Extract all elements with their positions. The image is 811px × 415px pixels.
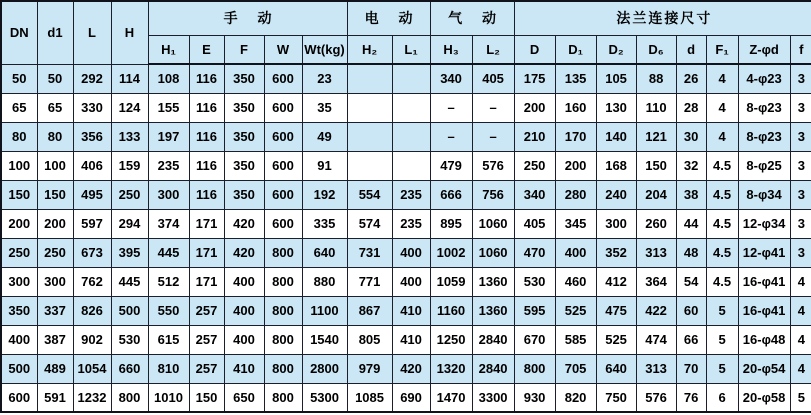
- table-cell: 495: [73, 180, 111, 209]
- table-cell: 116: [189, 180, 224, 209]
- table-cell: 489: [37, 354, 73, 383]
- table-cell: 2840: [472, 325, 514, 354]
- table-cell: 762: [73, 267, 111, 296]
- table-cell: 800: [111, 383, 148, 412]
- table-cell: 3: [790, 151, 811, 180]
- table-cell: 8-φ25: [738, 151, 790, 180]
- table-cell: 445: [148, 238, 189, 267]
- table-cell: 300: [37, 267, 73, 296]
- table-cell: 66: [676, 325, 706, 354]
- table-cell: 895: [430, 209, 472, 238]
- table-cell: 70: [676, 354, 706, 383]
- header-cell: 电 动: [347, 1, 430, 35]
- table-cell: 800: [264, 325, 302, 354]
- table-cell: 3: [790, 209, 811, 238]
- table-cell: 50: [37, 64, 73, 93]
- table-cell: 250: [111, 180, 148, 209]
- table-cell: 810: [148, 354, 189, 383]
- table-cell: 1360: [472, 267, 514, 296]
- table-row: [1, 325, 811, 354]
- table-cell: 1470: [430, 383, 472, 412]
- table-cell: 387: [37, 325, 73, 354]
- table-cell: 512: [148, 267, 189, 296]
- table-cell: 159: [111, 151, 148, 180]
- table-cell: 1010: [148, 383, 189, 412]
- table-cell: 600: [264, 122, 302, 151]
- table-cell: 4-φ23: [738, 64, 790, 93]
- table-row: [1, 122, 811, 151]
- table-cell: 615: [148, 325, 189, 354]
- table-cell: 35: [302, 93, 347, 122]
- table-cell: 23: [302, 64, 347, 93]
- table-cell: 91: [302, 151, 347, 180]
- subheader-cell: Wt(kg): [302, 35, 347, 64]
- table-cell: 1540: [302, 325, 347, 354]
- table-cell: 595: [514, 296, 555, 325]
- table-cell: 300: [1, 267, 37, 296]
- subheader-cell: H₂: [347, 35, 392, 64]
- table-cell: 4: [790, 267, 811, 296]
- table-row: [1, 354, 811, 383]
- table-cell: [347, 151, 392, 180]
- table-cell: 250: [1, 238, 37, 267]
- table-cell: 116: [189, 64, 224, 93]
- table-cell: 1360: [472, 296, 514, 325]
- table-cell: 32: [676, 151, 706, 180]
- table-cell: 48: [676, 238, 706, 267]
- table-cell: 155: [148, 93, 189, 122]
- table-cell: 12-φ34: [738, 209, 790, 238]
- table-cell: 771: [347, 267, 392, 296]
- table-cell: 49: [302, 122, 347, 151]
- subheader-cell: W: [264, 35, 302, 64]
- table-cell: –: [472, 93, 514, 122]
- header-group-row: [1, 1, 811, 35]
- table-cell: 826: [73, 296, 111, 325]
- table-cell: [392, 151, 430, 180]
- table-cell: 410: [392, 296, 430, 325]
- table-cell: 867: [347, 296, 392, 325]
- table-cell: 1060: [472, 238, 514, 267]
- table-cell: 364: [636, 267, 676, 296]
- table-cell: 88: [636, 64, 676, 93]
- table-cell: 2800: [302, 354, 347, 383]
- table-cell: 50: [1, 64, 37, 93]
- table-cell: 350: [224, 151, 264, 180]
- table-cell: 8-φ23: [738, 122, 790, 151]
- table-row: [1, 209, 811, 238]
- table-row: [1, 383, 811, 412]
- table-cell: 420: [224, 238, 264, 267]
- table-cell: 44: [676, 209, 706, 238]
- table-cell: 171: [189, 238, 224, 267]
- table-cell: 479: [430, 151, 472, 180]
- subheader-cell: L₂: [472, 35, 514, 64]
- table-cell: 300: [596, 209, 636, 238]
- table-cell: 525: [596, 325, 636, 354]
- table-cell: 4: [706, 64, 738, 93]
- table-cell: 400: [392, 238, 430, 267]
- table-cell: 600: [1, 383, 37, 412]
- table-cell: 1002: [430, 238, 472, 267]
- table-cell: 350: [224, 122, 264, 151]
- table-cell: 80: [37, 122, 73, 151]
- table-cell: 400: [224, 296, 264, 325]
- table-cell: 930: [514, 383, 555, 412]
- table-cell: 420: [224, 209, 264, 238]
- table-cell: 150: [636, 151, 676, 180]
- table-cell: 4: [790, 354, 811, 383]
- table-cell: 5: [706, 354, 738, 383]
- table-cell: 26: [676, 64, 706, 93]
- table-cell: 16-φ41: [738, 267, 790, 296]
- table-cell: 4.5: [706, 151, 738, 180]
- table-cell: 410: [392, 325, 430, 354]
- table-cell: 150: [1, 180, 37, 209]
- table-cell: 406: [73, 151, 111, 180]
- table-cell: 204: [636, 180, 676, 209]
- table-cell: 500: [1, 354, 37, 383]
- table-cell: 750: [596, 383, 636, 412]
- table-cell: 8-φ34: [738, 180, 790, 209]
- table-cell: 5: [706, 296, 738, 325]
- table-cell: [347, 64, 392, 93]
- table-cell: 395: [111, 238, 148, 267]
- table-cell: 54: [676, 267, 706, 296]
- table-cell: 135: [555, 64, 596, 93]
- header-cell: H: [111, 1, 148, 64]
- header-cell: 气 动: [430, 1, 514, 35]
- table-cell: 65: [37, 93, 73, 122]
- table-cell: 350: [224, 180, 264, 209]
- table-row: [1, 93, 811, 122]
- table-cell: 38: [676, 180, 706, 209]
- table-cell: 660: [111, 354, 148, 383]
- table-cell: 345: [555, 209, 596, 238]
- table-cell: 257: [189, 354, 224, 383]
- table-cell: 820: [555, 383, 596, 412]
- table-cell: 470: [514, 238, 555, 267]
- table-cell: 65: [1, 93, 37, 122]
- table-cell: 116: [189, 122, 224, 151]
- table-cell: 197: [148, 122, 189, 151]
- table-cell: 2840: [472, 354, 514, 383]
- subheader-cell: F₁: [706, 35, 738, 64]
- subheader-cell: H₁: [148, 35, 189, 64]
- table-cell: 600: [264, 64, 302, 93]
- table-cell: 800: [264, 383, 302, 412]
- table-cell: 4: [790, 325, 811, 354]
- table-cell: 400: [224, 267, 264, 296]
- table-cell: 1250: [430, 325, 472, 354]
- table-cell: 108: [148, 64, 189, 93]
- table-header: [1, 1, 811, 64]
- table-cell: 800: [264, 296, 302, 325]
- subheader-cell: D: [514, 35, 555, 64]
- table-cell: 666: [430, 180, 472, 209]
- table-cell: 340: [514, 180, 555, 209]
- table-cell: 4.5: [706, 267, 738, 296]
- table-cell: 20-φ54: [738, 354, 790, 383]
- table-cell: 130: [596, 93, 636, 122]
- table-cell: 100: [1, 151, 37, 180]
- table-cell: 4: [706, 93, 738, 122]
- table-cell: 150: [189, 383, 224, 412]
- table-cell: 200: [1, 209, 37, 238]
- table-cell: 1320: [430, 354, 472, 383]
- table-cell: 200: [37, 209, 73, 238]
- table-cell: 1160: [430, 296, 472, 325]
- table-cell: 114: [111, 64, 148, 93]
- table-cell: 171: [189, 267, 224, 296]
- table-cell: 300: [148, 180, 189, 209]
- subheader-cell: F: [224, 35, 264, 64]
- table-cell: 600: [264, 93, 302, 122]
- table-cell: 445: [111, 267, 148, 296]
- table-cell: 756: [472, 180, 514, 209]
- table-cell: 200: [514, 93, 555, 122]
- table-cell: [392, 64, 430, 93]
- table-cell: 5300: [302, 383, 347, 412]
- table-cell: 352: [596, 238, 636, 267]
- table-cell: 475: [596, 296, 636, 325]
- table-cell: 400: [392, 267, 430, 296]
- subheader-cell: D₆: [636, 35, 676, 64]
- table-cell: 250: [37, 238, 73, 267]
- table-cell: 105: [596, 64, 636, 93]
- table-row: [1, 296, 811, 325]
- header-cell: L: [73, 1, 111, 64]
- table-cell: 150: [37, 180, 73, 209]
- table-cell: 405: [514, 209, 555, 238]
- table-cell: 554: [347, 180, 392, 209]
- header-cell: DN: [1, 1, 37, 64]
- table-cell: 337: [37, 296, 73, 325]
- table-cell: 350: [224, 64, 264, 93]
- table-cell: 530: [111, 325, 148, 354]
- table-cell: 600: [264, 180, 302, 209]
- table-cell: 313: [636, 354, 676, 383]
- table-cell: 260: [636, 209, 676, 238]
- table-cell: 171: [189, 209, 224, 238]
- table-row: [1, 64, 811, 93]
- table-cell: –: [430, 122, 472, 151]
- table-cell: 597: [73, 209, 111, 238]
- table-cell: 235: [392, 180, 430, 209]
- subheader-cell: Z-φd: [738, 35, 790, 64]
- subheader-cell: L₁: [392, 35, 430, 64]
- table-cell: –: [472, 122, 514, 151]
- table-cell: 400: [224, 325, 264, 354]
- table-cell: 474: [636, 325, 676, 354]
- table-cell: 400: [555, 238, 596, 267]
- table-cell: 1100: [302, 296, 347, 325]
- table-cell: 340: [430, 64, 472, 93]
- table-cell: 170: [555, 122, 596, 151]
- table-cell: 280: [555, 180, 596, 209]
- subheader-cell: H₃: [430, 35, 472, 64]
- table-cell: 28: [676, 93, 706, 122]
- table-cell: 60: [676, 296, 706, 325]
- table-cell: [392, 93, 430, 122]
- table-cell: 80: [1, 122, 37, 151]
- table-cell: 116: [189, 151, 224, 180]
- table-cell: 3: [790, 180, 811, 209]
- table-cell: 5: [790, 383, 811, 412]
- table-cell: 640: [596, 354, 636, 383]
- table-cell: 124: [111, 93, 148, 122]
- table-cell: 731: [347, 238, 392, 267]
- table-cell: 576: [636, 383, 676, 412]
- table-cell: 600: [264, 151, 302, 180]
- table-cell: 585: [555, 325, 596, 354]
- subheader-cell: f: [790, 35, 811, 64]
- table-cell: 880: [302, 267, 347, 296]
- header-cell: 法兰连接尺寸: [514, 1, 811, 35]
- table-row: [1, 238, 811, 267]
- table-cell: 235: [148, 151, 189, 180]
- table-cell: 690: [392, 383, 430, 412]
- table-cell: 4.5: [706, 238, 738, 267]
- table-cell: 356: [73, 122, 111, 151]
- table-cell: 400: [1, 325, 37, 354]
- table-cell: 160: [555, 93, 596, 122]
- table-cell: 1059: [430, 267, 472, 296]
- table-cell: 3300: [472, 383, 514, 412]
- table-cell: 902: [73, 325, 111, 354]
- table-cell: 525: [555, 296, 596, 325]
- table-cell: 140: [596, 122, 636, 151]
- table-cell: [347, 122, 392, 151]
- table-cell: 116: [189, 93, 224, 122]
- table-cell: 600: [264, 209, 302, 238]
- table-cell: 412: [596, 267, 636, 296]
- table-cell: 335: [302, 209, 347, 238]
- table-cell: 76: [676, 383, 706, 412]
- table-cell: 650: [224, 383, 264, 412]
- header-cell: d1: [37, 1, 73, 64]
- table-cell: 350: [1, 296, 37, 325]
- table-cell: 257: [189, 296, 224, 325]
- table-cell: 235: [392, 209, 430, 238]
- table-cell: 1232: [73, 383, 111, 412]
- table-cell: 330: [73, 93, 111, 122]
- table-cell: 576: [472, 151, 514, 180]
- table-cell: 640: [302, 238, 347, 267]
- table-row: [1, 180, 811, 209]
- table-cell: 800: [264, 267, 302, 296]
- table-cell: 574: [347, 209, 392, 238]
- table-cell: 410: [224, 354, 264, 383]
- table-cell: 110: [636, 93, 676, 122]
- table-cell: 500: [111, 296, 148, 325]
- subheader-cell: D₁: [555, 35, 596, 64]
- table-cell: 550: [148, 296, 189, 325]
- table-cell: 4: [790, 296, 811, 325]
- table-cell: 210: [514, 122, 555, 151]
- table-cell: 240: [596, 180, 636, 209]
- table-body: [1, 64, 811, 412]
- table-cell: 30: [676, 122, 706, 151]
- table-cell: 5: [706, 325, 738, 354]
- table-cell: 6: [706, 383, 738, 412]
- table-cell: 1054: [73, 354, 111, 383]
- table-cell: 3: [790, 238, 811, 267]
- table-cell: 292: [73, 64, 111, 93]
- table-cell: 460: [555, 267, 596, 296]
- table-cell: 16-φ48: [738, 325, 790, 354]
- table-cell: –: [430, 93, 472, 122]
- table-cell: 374: [148, 209, 189, 238]
- table-cell: 313: [636, 238, 676, 267]
- table-cell: 1085: [347, 383, 392, 412]
- table-row: [1, 267, 811, 296]
- table-cell: 350: [224, 93, 264, 122]
- table-cell: 192: [302, 180, 347, 209]
- table-cell: 3: [790, 64, 811, 93]
- table-cell: 591: [37, 383, 73, 412]
- table-cell: 4.5: [706, 180, 738, 209]
- table-cell: 673: [73, 238, 111, 267]
- table-cell: 670: [514, 325, 555, 354]
- table-cell: 979: [347, 354, 392, 383]
- table-cell: 705: [555, 354, 596, 383]
- table-cell: 530: [514, 267, 555, 296]
- table-cell: 168: [596, 151, 636, 180]
- table-cell: 422: [636, 296, 676, 325]
- table-cell: 3: [790, 122, 811, 151]
- table-cell: 257: [189, 325, 224, 354]
- table-cell: 200: [555, 151, 596, 180]
- table-cell: 16-φ41: [738, 296, 790, 325]
- table-cell: 133: [111, 122, 148, 151]
- table-cell: 100: [37, 151, 73, 180]
- header-cell: 手 动: [148, 1, 347, 35]
- table-cell: 420: [392, 354, 430, 383]
- subheader-cell: d: [676, 35, 706, 64]
- table-cell: 4.5: [706, 209, 738, 238]
- table-cell: [347, 93, 392, 122]
- table-cell: 250: [514, 151, 555, 180]
- table-cell: 294: [111, 209, 148, 238]
- table-cell: 800: [264, 354, 302, 383]
- table-cell: 805: [347, 325, 392, 354]
- subheader-cell: D₂: [596, 35, 636, 64]
- table-row: [1, 151, 811, 180]
- table-cell: 12-φ41: [738, 238, 790, 267]
- table-cell: [392, 122, 430, 151]
- table-cell: 405: [472, 64, 514, 93]
- table-cell: 20-φ58: [738, 383, 790, 412]
- table-cell: 175: [514, 64, 555, 93]
- subheader-cell: E: [189, 35, 224, 64]
- table-cell: 800: [264, 238, 302, 267]
- table-cell: 8-φ23: [738, 93, 790, 122]
- table-cell: 800: [514, 354, 555, 383]
- table-cell: 1060: [472, 209, 514, 238]
- table-cell: 3: [790, 93, 811, 122]
- table-cell: 4: [706, 122, 738, 151]
- table-cell: 121: [636, 122, 676, 151]
